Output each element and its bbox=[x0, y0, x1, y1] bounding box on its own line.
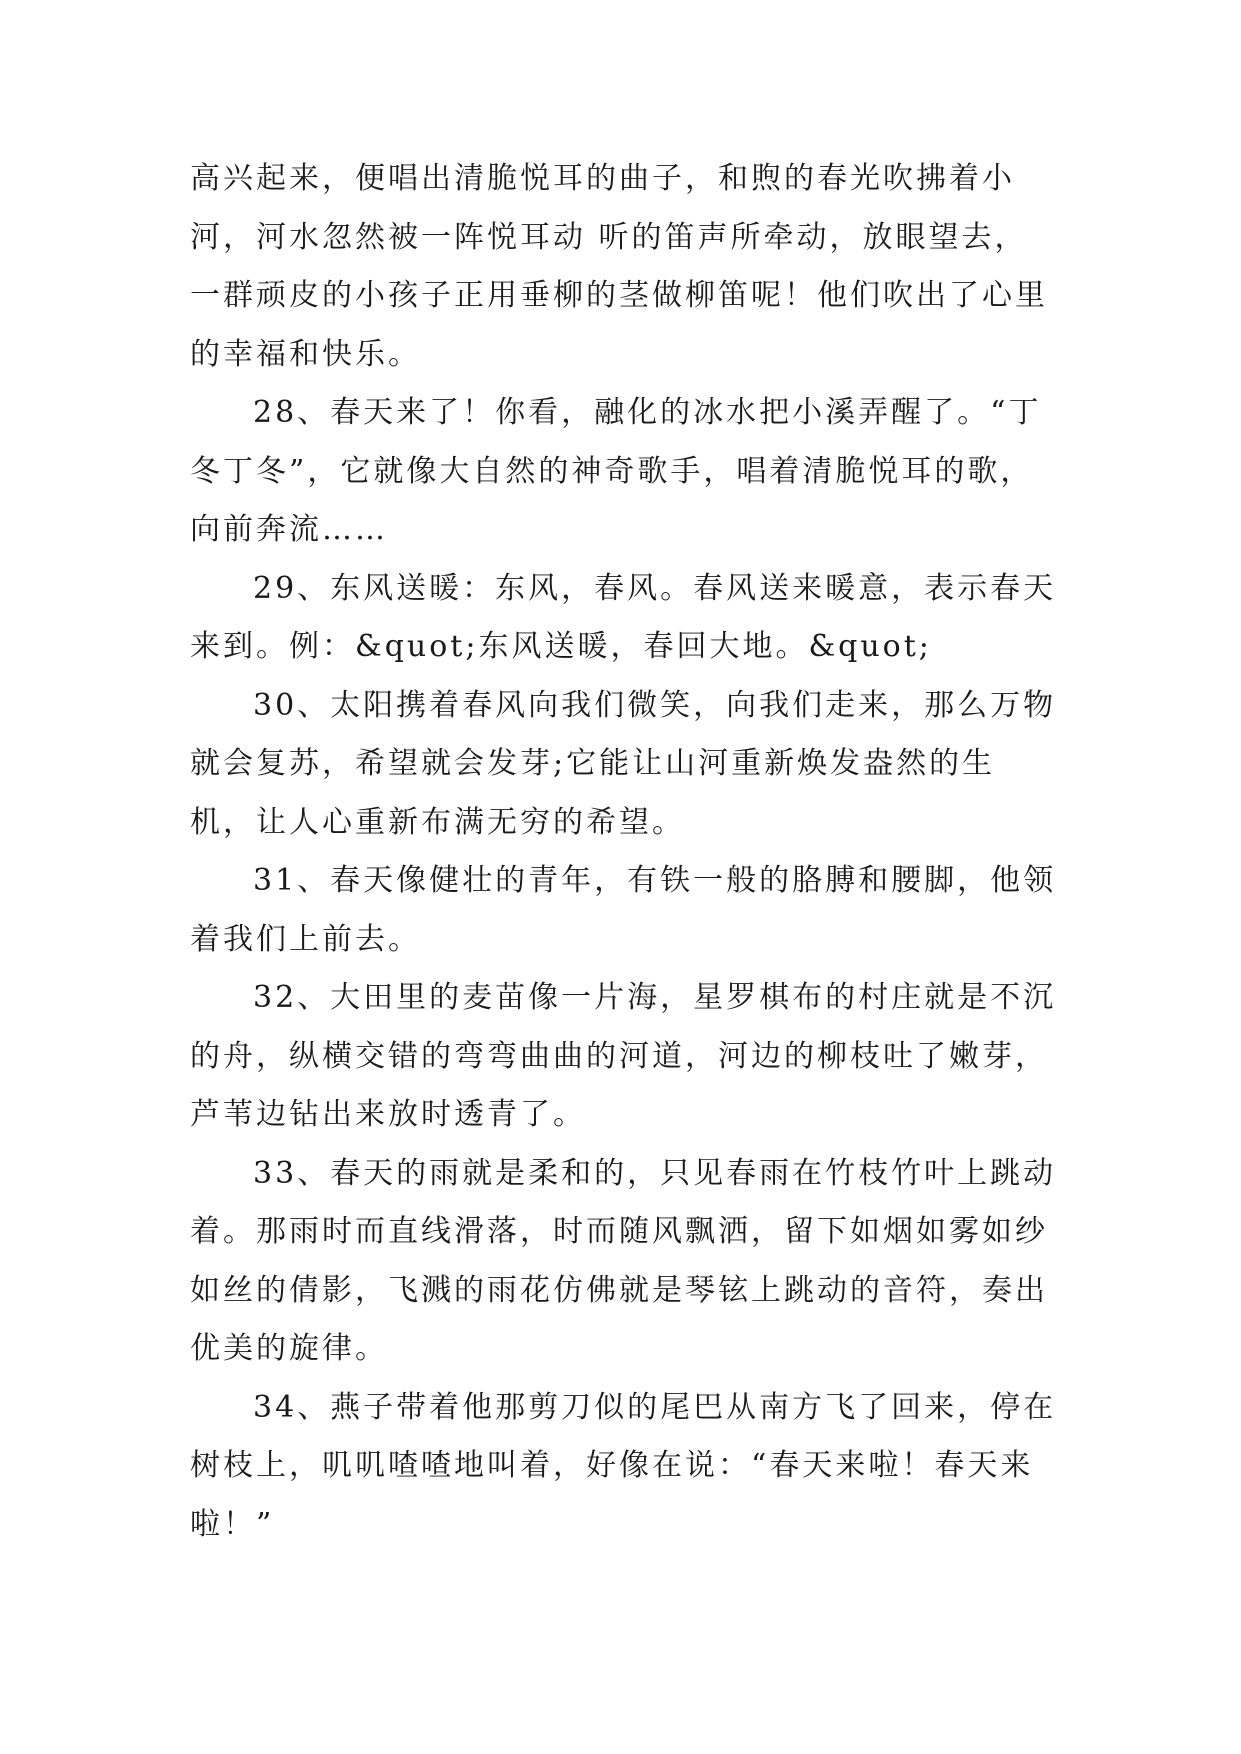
paragraph: 31、春天像健壮的青年，有铁一般的胳膊和腰脚，他领着我们上前去。 bbox=[190, 863, 1057, 957]
paragraph: 28、春天来了！你看，融化的冰水把小溪弄醒了。“丁冬丁冬”，它就像大自然的神奇歌手，唱着清脆悦耳的歌，向前奔流…… bbox=[190, 395, 1042, 547]
paragraph: 34、燕子带着他那剪刀似的尾巴从南方飞了回来，停在树枝上，叽叽喳喳地叫着，好像在说：“春天来啦！春天来啦！” bbox=[190, 1389, 1057, 1542]
paragraph: 33、春天的雨就是柔和的，只见春雨在竹枝竹叶上跳动着。那雨时而直线滑落，时而随风飘洒，留下如烟如雾如纱如丝的倩影，飞溅的雨花仿佛就是琴铉上跳动的音符，奏出优美的旋律。 bbox=[190, 1155, 1057, 1366]
paragraph: 30、太阳携着春风向我们微笑，向我们走来，那么万物就会复苏，希望就会发芽;它能让山河重新焕发盎然的生机，让人心重新布满无穷的希望。 bbox=[190, 687, 1057, 840]
paragraph: 29、东风送暖：东风，春风。春风送来暖意，表示春天来到。例：&quot;东风送暖，春回大地。&quot; bbox=[190, 570, 1057, 664]
paragraph: 高兴起来，便唱出清脆悦耳的曲子，和煦的春光吹拂着小河，河水忽然被一阵悦耳动 听的笛声所牵动，放眼望去，一群顽皮的小孩子正用垂柳的茎做柳笛呢！他们吹出了心里的幸福和快乐。 bbox=[190, 161, 1048, 372]
document-body bbox=[190, 150, 1060, 1554]
paragraph: 32、大田里的麦苗像一片海，星罗棋布的村庄就是不沉的舟，纵横交错的弯弯曲曲的河道，河边的柳枝吐了嫩芽，芦苇边钻出来放时透青了。 bbox=[190, 980, 1057, 1132]
